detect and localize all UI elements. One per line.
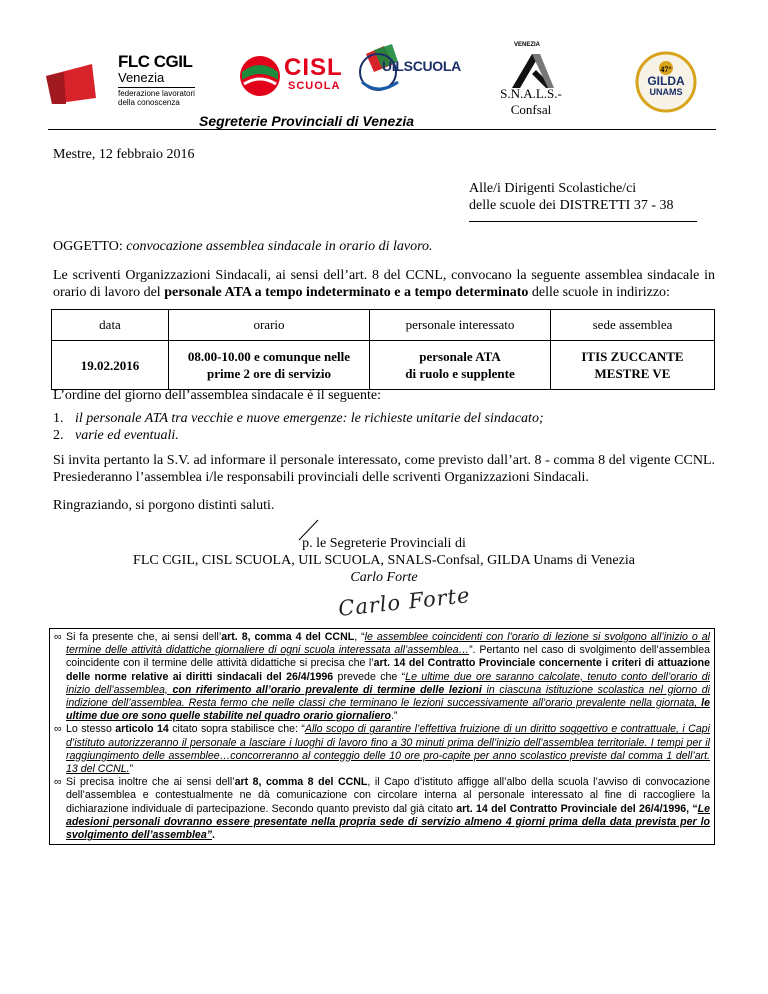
agenda-text-1: il personale ATA tra vecchie e nuove emergenze: le richieste unitarie del sindacato;	[75, 411, 544, 426]
bullet-icon: ∞	[54, 776, 62, 789]
header-title: Segreterie Provinciali di Venezia	[199, 113, 415, 129]
bullet-icon: ∞	[54, 723, 62, 736]
flc-name: FLC CGIL	[118, 52, 193, 71]
cisl-name: CISL	[284, 54, 343, 81]
flc-city: Venezia	[118, 70, 165, 85]
note-3: ∞ Si precisa inoltre che ai sensi dell’art 8, comma 8 del CCNL, il Capo d’istituto affigge all’albo della scuola l’avviso di convocazione dell’assemblea e contestualmente ne dà comunicazione con circolare interna al personale interessato al fine di raccogliere la dichiarazione individuale di partecipazione. Secondo quanto previsto dal già citato art. 14 del Contratto Provinciale del 26/4/1996, “Le adesioni personali dovranno essere presentate nella propria sede di servizio almeno 4 giorni prima della data prevista per lo svolgimento dell’assemblea”.	[54, 776, 711, 842]
header-divider	[48, 129, 716, 130]
note-1: ∞ Si fa presente che, ai sensi dell’art. 8, comma 4 del CCNL, “le assemblee coincidenti con l’orario di lezione si svolgono all’inizio o al termine delle attività didattiche giornaliere di ogni scuola interessata all’assemblea…”. Pertanto nel caso di svolgimento dell’assemblea coincidente con il termine delle attività didattiche si precisa che l’art. 14 del Contratto Provinciale concernente i criteri di attuazione delle norme relative ai diritti sindacali del 26/4/1996 prevede che “Le ultime due ore saranno calcolate, tenuto conto dell’orario di inizio dell’assemblea, con riferimento all’orario prevalente di termine delle lezioni in ciascuna istituzione scolastica nel giorno di indizione dell’assemblea. Resta fermo che nelle classi che terminano le lezioni successivamente all’orario prevalente nella giornata, le ultime due ore sono quelle stabilite nel quadro orario giornaliero.”	[54, 631, 711, 723]
assembly-table	[51, 309, 715, 390]
subject-text: convocazione assemblea sindacale in orario di lavoro.	[126, 239, 433, 254]
snals-emblem-icon	[510, 50, 556, 90]
snals-label	[483, 86, 579, 118]
td-orario	[169, 341, 370, 390]
flc-flag-icon	[44, 58, 106, 108]
subject	[53, 238, 433, 255]
td-personale	[370, 341, 551, 390]
snals-top: VENEZIA	[514, 42, 541, 48]
invite-paragraph: Si invita pertanto la S.V. ad informare il personale interessato, come previsto dall’art. 8 - comma 8 del vigente CCNL. Presiederanno l’assemblea i/le responsabili provinciali delle scriventi Organizzazioni Sindacali.	[53, 453, 715, 485]
cisl-emblem-icon	[236, 50, 284, 98]
intro-paragraph	[53, 267, 715, 301]
td-personale-l1: personale ATA	[419, 349, 501, 364]
td-sede	[551, 341, 715, 390]
td-personale-l2: di ruolo e supplente	[405, 366, 515, 381]
agenda-list	[53, 410, 544, 444]
gilda-top: GILDA	[647, 74, 685, 88]
signature-line1: p. le Segreterie Provinciali di	[302, 536, 466, 551]
bullet-icon: ∞	[54, 631, 62, 643]
snals-logo	[504, 42, 564, 88]
uil-name: UILSCUOLA	[382, 58, 461, 74]
agenda-num-1: 1.	[53, 411, 64, 426]
flc-cgil-logo	[44, 52, 214, 112]
subject-label: OGGETTO:	[53, 239, 123, 254]
signature-name: Carlo Forte	[350, 570, 418, 585]
recipient-divider	[469, 221, 697, 222]
table-header-row	[52, 310, 715, 341]
list-item	[53, 410, 544, 427]
gilda-seal: 47°	[660, 65, 672, 74]
th-data: data	[52, 310, 169, 341]
gilda-unams-logo	[634, 50, 698, 114]
handwritten-signature: Carlo Forte	[337, 583, 472, 621]
td-orario-l1: 08.00-10.00 e comunque nelle	[187, 349, 351, 364]
intro-text-1: Le scriventi Organizzazioni Sindacali, ai sensi dell’art. 8 del CCNL, convocano la seguente assemblea sindacale in orario di lavoro del	[53, 268, 715, 300]
cisl-sub: SCUOLA	[288, 80, 341, 92]
uil-scuola-logo	[354, 42, 464, 102]
snals-label-line2: Confsal	[510, 102, 552, 117]
recipient	[469, 180, 674, 214]
cisl-scuola-logo	[236, 50, 343, 100]
snals-label-line1: S.N.A.L.S.-	[500, 86, 562, 101]
td-sede-l2: MESTRE VE	[594, 366, 671, 381]
intro-text-2: delle scuole in indirizzo:	[528, 285, 670, 300]
recipient-line1: Alle/i Dirigenti Scolastiche/ci	[469, 181, 637, 196]
th-sede: sede assemblea	[551, 310, 715, 341]
intro-bold: personale ATA a tempo indeterminato e a tempo determinato	[164, 285, 529, 300]
td-data: 19.02.2016	[52, 341, 169, 390]
td-sede-l1: ITIS ZUCCANTE	[581, 349, 684, 364]
table-row	[52, 341, 715, 390]
flc-tagline-2: della conoscenza	[118, 98, 180, 107]
agenda-intro: L’ordine del giorno dell’assemblea sindacale è il seguente:	[53, 388, 381, 403]
place-date: Mestre, 12 febbraio 2016	[53, 147, 195, 162]
signature-slash-mark	[298, 518, 320, 542]
agenda-num-2: 2.	[53, 428, 64, 443]
th-orario: orario	[169, 310, 370, 341]
signature-line2: FLC CGIL, CISL SCUOLA, UIL SCUOLA, SNALS-Confsal, GILDA Unams di Venezia	[133, 553, 635, 568]
flc-tagline-1: federazione lavoratori	[118, 89, 195, 98]
closing: Ringraziando, si porgono distinti saluti.	[53, 498, 275, 513]
signature-block	[53, 535, 715, 586]
note-2: ∞ Lo stesso articolo 14 citato sopra stabilisce che: “Allo scopo di garantire l’effettiva fruizione di un diritto soggettivo e contrattuale, i Capi d’istituto autorizzeranno il personale a lasciare i luoghi di lavoro fino a 30 minuti prima dell’inizio dell’assemblea territoriale. I tempi per il raggiungimento delle assemblee…concorreranno al conteggio delle 10 ore pro-capite per anno scolastico previste dal comma 1 dell’art. 13 del CCNL.”	[54, 723, 710, 776]
list-item	[53, 427, 544, 444]
recipient-line2: delle scuole dei DISTRETTI 37 - 38	[469, 198, 674, 213]
notes-box	[49, 628, 715, 845]
td-orario-l2: prime 2 ore di servizio	[207, 366, 331, 381]
agenda-text-2: varie ed eventuali.	[75, 428, 179, 443]
gilda-bottom: UNAMS	[649, 87, 683, 97]
th-personale: personale interessato	[370, 310, 551, 341]
